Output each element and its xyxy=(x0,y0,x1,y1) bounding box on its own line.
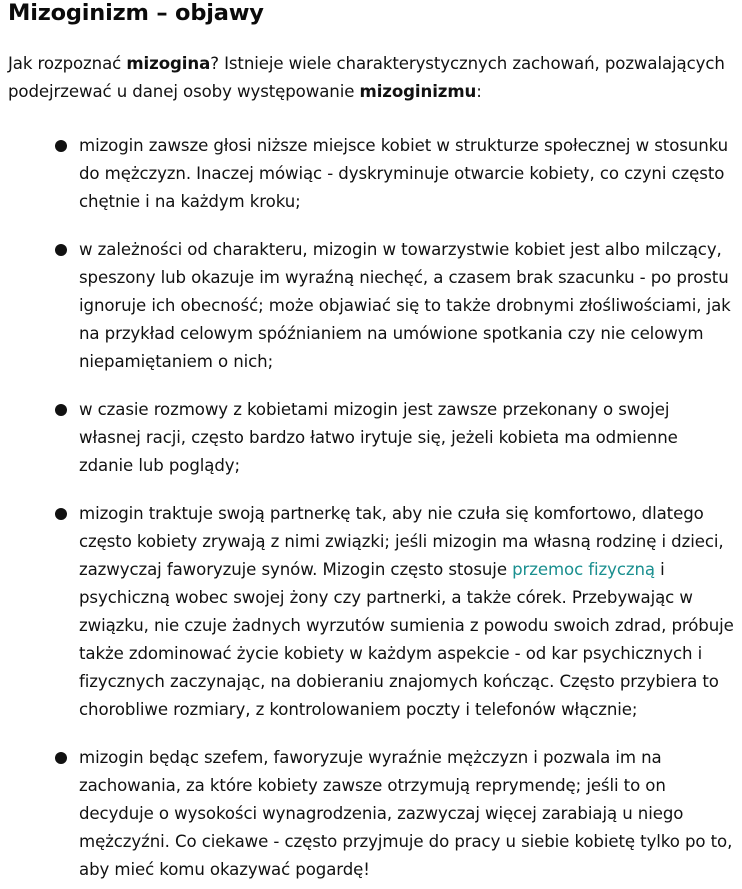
list-item-text: mizogin traktuje swoją partnerkę tak, aby nie czuła się komfortowo, dlatego często kobiety zrywają z nimi związki; jeśli mizogin ma własną rodzinę i dzieci, zazwyczaj faworyzuje synów. Mizogin często stosuje xyxy=(79,504,724,579)
list-item-text: mizogin zawsze głosi niższe miejsce kobiet w strukturze społecznej w stosunku do mężczyzn. Inaczej mówiąc - dyskryminuje otwarcie kobiety, co czyni często chętnie i na każdym kroku; xyxy=(79,136,729,211)
bullet-icon xyxy=(55,404,67,416)
bullet-icon xyxy=(55,244,67,256)
list-item xyxy=(79,500,734,724)
intro-bold-term: mizoginizmu xyxy=(359,82,477,101)
bullet-icon xyxy=(55,140,67,152)
bullet-icon xyxy=(55,752,67,764)
list-item xyxy=(79,236,734,376)
intro-text: Jak rozpoznać xyxy=(8,54,127,73)
list-item xyxy=(79,744,734,884)
list-item xyxy=(79,132,734,216)
intro-paragraph xyxy=(8,50,734,106)
list-item-text: w czasie rozmowy z kobietami mizogin jest zawsze przekonany o swojej własnej racji, często bardzo łatwo irytuje się, jeżeli kobieta ma odmienne zdanie lub poglądy; xyxy=(79,400,678,475)
intro-text: ? Istnieje wiele charakterystycznych zachowań, pozwalających podejrzewać u danej osoby występowanie xyxy=(8,54,725,101)
symptoms-list xyxy=(8,132,734,884)
list-item-text: w zależności od charakteru, mizogin w towarzystwie kobiet jest albo milczący, speszony lub okazuje im wyraźną niechęć, a czasem brak szacunku - po prostu ignoruje ich obecność; może objawiać się to także drobnymi złośliwościami, jak na przykład celowym spóźnianiem na umówione spotkania czy nie celowym niepamiętaniem o nich; xyxy=(79,240,731,371)
bullet-icon xyxy=(55,508,67,520)
section-heading: Mizoginizm – objawy xyxy=(8,0,264,26)
list-item-text: mizogin będąc szefem, faworyzuje wyraźnie mężczyzn i pozwala im na zachowania, za które kobiety zawsze otrzymują reprymendę; jeśli to on decyduje o wysokości wynagrodzenia, zazwyczaj więcej zarabiają u niego mężczyźni. Co ciekawe - często przyjmuje do pracy u siebie kobietę tylko po to, aby mieć komu okazywać pogardę! xyxy=(79,748,733,879)
list-item xyxy=(79,396,734,480)
list-item-text: i psychiczną wobec swojej żony czy partnerki, a także córek. Przebywając w związku, nie czuje żadnych wyrzutów sumienia z powodu swoich zdrad, próbuje także zdominować życie kobiety w każdym aspekcie - od kar psychicznych i fizycznych zaczynając, na dobieraniu znajomych kończąc. Często przybiera to chorobliwe rozmiary, z kontrolowaniem poczty i telefonów włącznie; xyxy=(79,560,734,719)
intro-bold-term: mizogina xyxy=(126,54,211,73)
physical-violence-link[interactable]: przemoc fizyczną xyxy=(512,560,655,579)
intro-text: : xyxy=(476,82,482,101)
